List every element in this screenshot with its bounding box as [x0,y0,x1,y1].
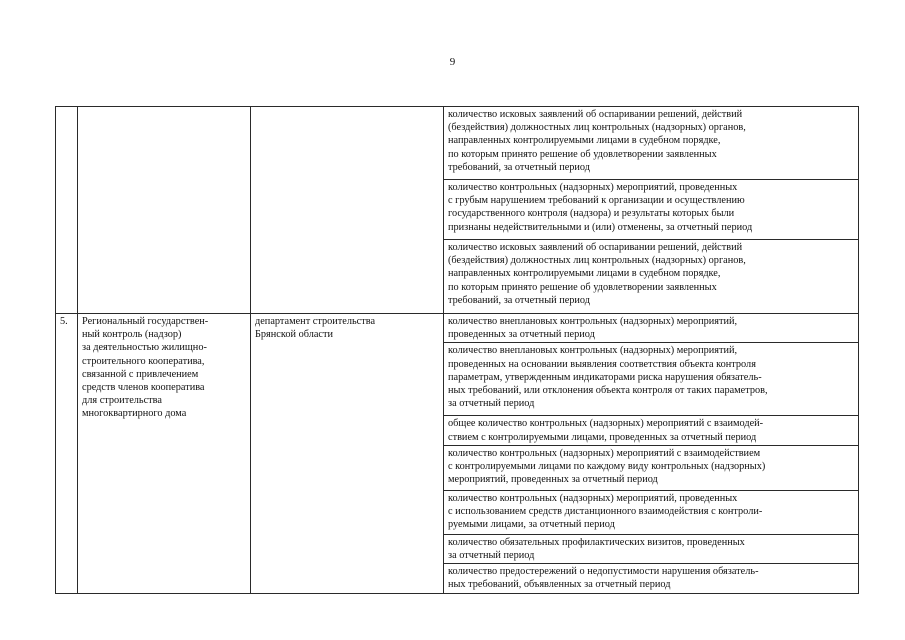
table-row [56,314,859,343]
cell-control-type [78,107,251,314]
table-row [56,107,859,180]
indicator-cell: количество исковых заявлений об оспаривании решений, действий (бездействия) должностных лиц контрольных (надзорных) органов, направленных контролируемыми лицами в судебном порядке, по которым принято решение об удовлетворении заявленных требований, за отчетный период [444,240,859,314]
cell-authority [251,107,444,314]
indicator-cell: количество обязательных профилактических визитов, проведенных за отчетный период [444,534,859,563]
indicator-cell: количество внеплановых контрольных (надзорных) мероприятий, проведенных на основании выявления соответствия объекта контроля параметрам, утвержденным индикаторами риска нарушения обязатель- ных требований, или отклонения объекта контроля от таких параметров, за отчетный период [444,343,859,416]
indicator-cell: количество контрольных (надзорных) мероприятий, проведенных с использованием средств дистанционного взаимодействия с контроли- руемыми лицами, за отчетный период [444,490,859,534]
row-number: 5. [56,314,78,594]
cell-number [56,107,78,314]
indicator-cell: количество контрольных (надзорных) мероприятий с взаимодействием с контролируемыми лицами по каждому виду контрольных (надзорных) мероприятий, проведенных за отчетный период [444,445,859,490]
indicator-cell: количество предостережений о недопустимости нарушения обязатель- ных требований, объявленных за отчетный период [444,564,859,593]
indicator-cell: количество контрольных (надзорных) мероприятий, проведенных с грубым нарушением требований к организации и осуществлению государственного контроля (надзора) и результаты которых были признаны недействительными и (или) отменены, за отчетный период [444,180,859,240]
indicator-cell: количество исковых заявлений об оспаривании решений, действий (бездействия) должностных лиц контрольных (надзорных) органов, направленных контролируемыми лицами в судебном порядке, по которым принято решение об удовлетворении заявленных требований, за отчетный период [444,107,859,180]
indicator-cell: общее количество контрольных (надзорных) мероприятий с взаимодей- ствием с контролируемыми лицами, проведенных за отчетный период [444,416,859,445]
indicator-cell: количество внеплановых контрольных (надзорных) мероприятий, проведенных за отчетный период [444,314,859,343]
indicators-table [55,106,859,594]
page-number: 9 [449,56,456,68]
control-type-cell: Региональный государствен- ный контроль (надзор) за деятельностью жилищно- строительного кооператива, связанной с привлечением средств членов кооператива для строительства многоквартирного дома [78,314,251,594]
authority-cell: департамент строительства Брянской области [251,314,444,594]
